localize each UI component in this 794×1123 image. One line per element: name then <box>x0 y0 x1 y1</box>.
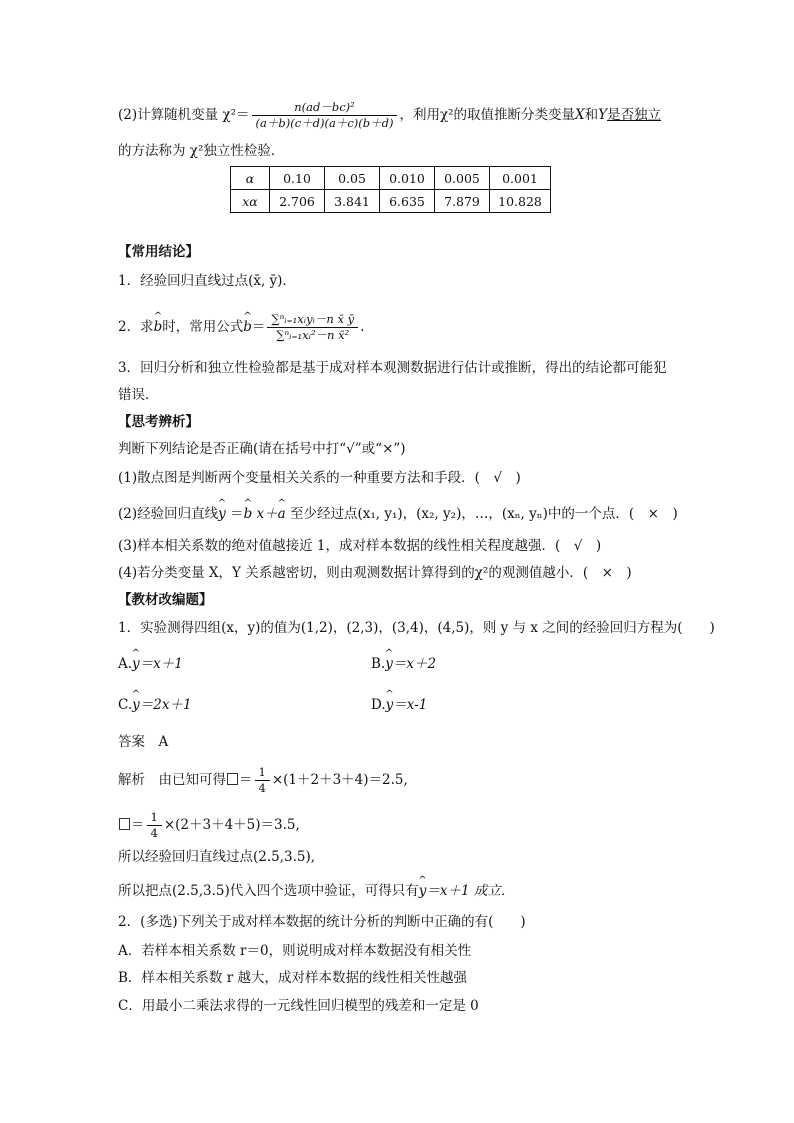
table-cell: xα <box>231 190 270 213</box>
quarter-fraction <box>255 765 270 796</box>
table-cell: 7.879 <box>435 190 490 213</box>
alpha-table <box>230 166 551 213</box>
c2-eq: ＝ <box>251 319 266 335</box>
common-heading: 【常用结论】 <box>118 244 199 260</box>
solution-line-3: 所以经验回归直线过点(2.5,3.5), <box>118 849 316 865</box>
c2-prefix: 2．求 <box>118 319 154 335</box>
y-hat: ^ y <box>385 655 393 673</box>
option-b <box>371 655 436 673</box>
conclusion-3a: 3．回归分析和独立性检验都是基于成对样本观测数据进行估计或推断，得出的结论都可能犯 <box>118 360 667 376</box>
option-text: ＝x＋1 <box>139 656 183 672</box>
solution-line-4 <box>118 882 514 900</box>
chi-square-definition <box>118 100 661 131</box>
problem-2-option-c: C．用最小二乘法求得的一元线性回归模型的残差和一定是 0 <box>118 998 479 1014</box>
think-q3: (3)样本相关系数的绝对值越接近 1，成对样本数据的线性相关程度越强．( √ ) <box>118 538 602 554</box>
c2-mid: 时，常用公式 <box>162 319 244 335</box>
var-y: Y <box>598 107 608 123</box>
and-text: 和 <box>584 107 599 123</box>
table-cell: 10.828 <box>490 190 551 213</box>
frac-den: 4 <box>258 781 266 795</box>
y-bar-symbol <box>119 818 130 830</box>
q2-eq: ＝ <box>225 506 244 522</box>
answer: 答案 A <box>118 734 169 750</box>
think-heading: 【思考辨析】 <box>118 414 199 430</box>
option-label: C. <box>118 697 133 713</box>
option-text: ＝x＋2 <box>392 656 437 672</box>
option-label: D. <box>371 697 386 713</box>
underlined-text: 是否独立 <box>607 107 662 123</box>
b-hat: ^ b <box>244 505 253 523</box>
conclusion-3b: 错误． <box>118 387 159 403</box>
option-c <box>118 696 192 714</box>
sol4-prefix: 所以把点(2.5,3.5)代入四个选项中验证，可得只有 <box>118 883 419 899</box>
b-hat-2: ^ b <box>243 318 252 336</box>
textbook-heading: 【教材改编题】 <box>118 592 213 608</box>
y-hat: ^ y <box>132 655 140 673</box>
think-q2 <box>118 505 678 523</box>
option-label: B. <box>371 656 386 672</box>
think-q1: (1)散点图是判断两个变量相关关系的一种重要方法和手段．( √ ) <box>118 470 521 486</box>
y-hat: ^ y <box>386 696 394 714</box>
chi-denominator: (a＋b)(c＋d)(a＋c)(b＋d) <box>255 116 394 130</box>
y-hat: ^ y <box>419 882 427 900</box>
sol-eq: ＝ <box>239 772 253 788</box>
y-hat: ^ y <box>218 505 226 523</box>
option-text: ＝x-1 <box>393 697 428 713</box>
problem-1: 1．实验测得四组(x，y)的值为(1,2)，(2,3)，(3,4)，(4,5)，则 y 与 x 之间的经验回归方程为( ) <box>118 620 715 636</box>
table-cell: 3.841 <box>325 190 380 213</box>
problem-2: 2．(多选)下列关于成对样本数据的统计分析的判断中正确的有( ) <box>118 914 526 930</box>
frac-num: 1 <box>147 810 162 826</box>
b-hat: ^ b <box>154 318 163 336</box>
sol4-rest: ＝x＋1 成立． <box>426 883 515 899</box>
solution-prefix: 解析 由已知可得 <box>118 772 226 788</box>
table-cell: 6.635 <box>380 190 435 213</box>
conclusion-2 <box>118 312 364 343</box>
frac-num: 1 <box>255 765 270 781</box>
problem-2-option-b: B．样本相关系数 r 越大，成对样本数据的线性相关性越强 <box>118 970 467 986</box>
table-cell: α <box>231 167 270 190</box>
quarter-fraction <box>147 810 162 841</box>
option-text: ＝2x＋1 <box>139 697 192 713</box>
option-label: A. <box>118 656 133 672</box>
slope-numerator: ∑ⁿᵢ₌₁xᵢyᵢ－n x̄ ȳ <box>267 312 358 328</box>
table-cell: 0.010 <box>380 167 435 190</box>
chi-square-fraction <box>252 100 398 131</box>
think-q4: (4)若分类变量 X，Y 关系越密切，则由观测数据计算得到的χ²的观测值越小．( × ) <box>118 565 632 581</box>
table-cell: 0.10 <box>270 167 325 190</box>
sol-rest: ×(2＋3＋4＋5)＝3.5, <box>163 817 300 833</box>
q2-prefix: (2)经验回归直线 <box>118 506 219 522</box>
problem-2-option-a: A．若样本相关系数 r＝0，则说明成对样本数据没有相关性 <box>118 943 472 959</box>
slope-denominator: ∑ⁿᵢ₌₁xᵢ²－n x̄² <box>276 328 350 342</box>
frac-den: 4 <box>150 826 158 840</box>
table-cell: 0.05 <box>325 167 380 190</box>
solution-line-1 <box>118 765 408 796</box>
table-cell: 2.706 <box>270 190 325 213</box>
option-d <box>371 696 427 714</box>
think-intro: 判断下列结论是否正确(请在括号中打“√”或“×”) <box>118 441 406 457</box>
c2-end: . <box>360 319 365 335</box>
q2-x: x＋ <box>252 506 278 522</box>
option-a <box>118 655 183 673</box>
a-hat: ^ a <box>278 505 286 523</box>
chi-square-line2: 的方法称为 χ²独立性检验． <box>118 143 285 159</box>
x-alpha-row <box>231 190 551 213</box>
table-cell: 0.001 <box>490 167 551 190</box>
q2-rest: 至少经过点(x₁, y₁)，(x₂, y₂)，…，(xₙ, yₙ)中的一个点．( × ) <box>285 506 678 522</box>
sol-rest: ×(1＋2＋3＋4)＝2.5, <box>271 772 408 788</box>
var-x: X <box>575 107 585 123</box>
solution-line-2 <box>118 810 300 841</box>
chi-numerator: n(ad－bc)² <box>252 100 398 116</box>
table-cell: 0.005 <box>435 167 490 190</box>
chi-suffix: ，利用χ²的取值推断分类变量 <box>399 107 576 123</box>
slope-formula <box>267 312 358 343</box>
y-hat: ^ y <box>132 696 140 714</box>
sol-eq: ＝ <box>131 817 145 833</box>
conclusion-1: 1．经验回归直线过点(x̄, ȳ)． <box>118 273 296 289</box>
x-bar-symbol <box>227 773 238 785</box>
alpha-row <box>231 167 551 190</box>
chi-prefix: (2)计算随机变量 χ²＝ <box>118 107 250 123</box>
